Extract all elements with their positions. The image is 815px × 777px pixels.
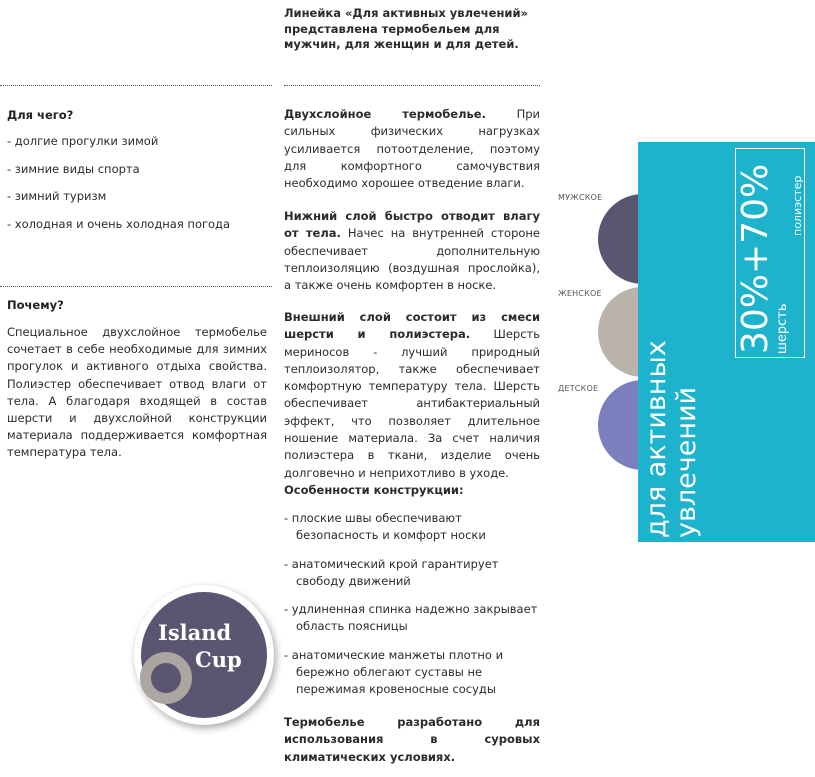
list-item: - холодная и очень холодная погода xyxy=(7,216,231,231)
composition-wool: шерсть xyxy=(775,303,790,354)
swatch-label-kids: ДЕТСКОЕ xyxy=(558,384,599,393)
paragraph-inner-layer xyxy=(284,208,540,294)
separator-left-mid xyxy=(0,286,272,287)
paragraph-outer-layer xyxy=(284,309,540,482)
separator-mid-top xyxy=(284,85,540,86)
separator-left-top xyxy=(0,85,272,86)
closing-text: Термобелье разработано для использования в суровых климатических условиях. xyxy=(284,715,540,764)
features-list xyxy=(284,510,540,710)
logo-word-cup: Cup xyxy=(195,647,242,672)
logo-word-island: Island xyxy=(158,620,232,645)
paragraph-bold-lead: Двухслойное термобелье. xyxy=(284,107,486,121)
logo-ring xyxy=(140,652,192,704)
list-item: - плоские швы обеспечивают безопасность и комфорт носки xyxy=(284,511,486,543)
what-for-title: Для чего? xyxy=(7,108,74,122)
composition-percent: 30%+70% xyxy=(735,163,776,354)
list-item: - долгие прогулки зимой xyxy=(7,134,159,148)
intro-text: Линейка «Для активных увлечений» представлена термобельем для мужчин, для женщин и для детей. xyxy=(284,6,528,51)
panel-line-2: увлечений xyxy=(671,386,702,538)
paragraph-two-layer xyxy=(284,106,540,192)
paragraph-body: Начес на внутренней стороне обеспечивает дополнительную теплоизоляцию (воздушная прослойка), а также очень комфортен в носке. xyxy=(284,226,540,293)
paragraph-bold-lead: Внешний слой состоит из смеси шерсти и полиэстера. xyxy=(284,310,540,342)
list-item: - зимние виды спорта xyxy=(7,161,140,176)
features-title: Особенности конструкции: xyxy=(284,483,464,497)
list-item: - удлиненная спинка надежно закрывает область поясницы xyxy=(284,602,538,634)
composition-polyester: полиэстер xyxy=(791,175,804,236)
list-item: - зимний туризм xyxy=(7,189,107,203)
paragraph-body: При сильных физических нагрузках усиливается потоотделение, поэтому для комфортного самочувствия необходимо хорошее отведение влаги. xyxy=(284,107,540,191)
swatch-label-men: МУЖСКОЕ xyxy=(558,193,603,202)
why-title: Почему? xyxy=(7,298,64,312)
paragraph-body: Шерсть мериносов - лучший природный теплоизолятор, также обеспечивает комфортную температуру тела. Шерсть обеспечивает антибактериальный эффект, что позволяет длительное ношение материала. За счет наличия полиэстера в ткани, изделие очень долговечно и неприхотливо в уходе. xyxy=(284,327,540,480)
why-text: Специальное двухслойное термобелье сочетает в себе необходимые для зимних прогулок и активного отдыха свойства. Полиэстер обеспечивает отвод влаги от тела. А благодаря входящей в состав шерсти и двухслойной конструкции материала поддерживается комфортная температура тела. xyxy=(7,325,267,460)
paragraph-bold-lead: Нижний слой быстро отводит влагу от тела. xyxy=(284,209,540,241)
swatch-label-women: ЖЕНСКОЕ xyxy=(558,289,602,298)
panel-line-1: для активных xyxy=(641,340,672,538)
list-item: - анатомический крой гарантирует свободу движений xyxy=(284,556,499,588)
what-for-list xyxy=(7,134,230,244)
product-line-panel xyxy=(638,142,815,542)
list-item: - анатомические манжеты плотно и бережно облегают суставы не пережимая кровеносные сосуды xyxy=(284,647,504,697)
